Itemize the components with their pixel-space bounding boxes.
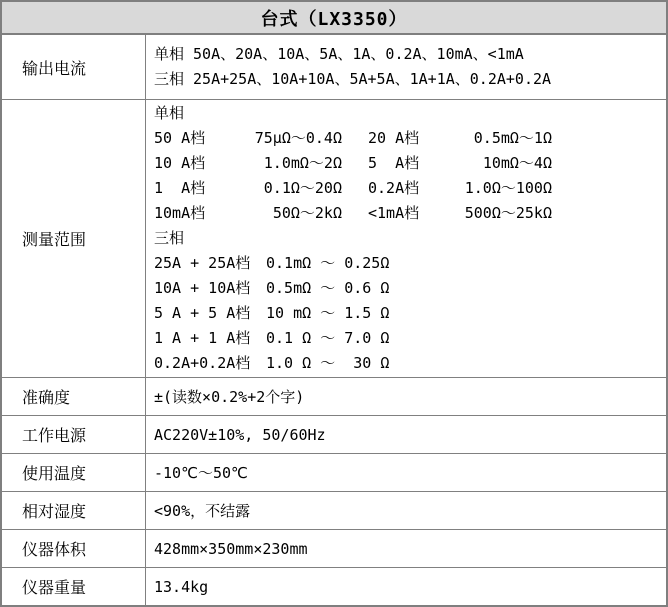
output-current-values bbox=[146, 35, 666, 99]
range-value: 75μΩ～0.4Ω bbox=[254, 129, 342, 147]
row-label-accuracy: 准确度 bbox=[2, 378, 146, 415]
range-name: 50 A档 bbox=[154, 129, 206, 147]
row-label-operating-temperature: 使用温度 bbox=[2, 454, 146, 491]
measure-three-row bbox=[154, 251, 666, 276]
row-label-output-current: 输出电流 bbox=[2, 35, 146, 99]
range-value: 0.1Ω～20Ω bbox=[263, 179, 342, 197]
range-value: 1.0Ω～100Ω bbox=[464, 179, 552, 197]
range-value: 0.5mΩ ～ 0.6 Ω bbox=[266, 279, 390, 297]
instrument-weight-value: 13.4kg bbox=[154, 577, 209, 596]
measure-single-row bbox=[154, 151, 666, 176]
accuracy-value: ±(读数×0.2%+2个字) bbox=[154, 388, 305, 406]
range-name: 1 A档 bbox=[154, 179, 206, 197]
row-label-measure-range: 测量范围 bbox=[2, 100, 146, 377]
measure-single-heading: 单相 bbox=[154, 104, 185, 122]
range-name: 1 A + 1 A档 bbox=[154, 329, 251, 347]
range-value: 0.1mΩ ～ 0.25Ω bbox=[266, 254, 390, 272]
operating-temperature-value: -10℃～50℃ bbox=[154, 464, 248, 482]
row-label-instrument-weight: 仪器重量 bbox=[2, 568, 146, 605]
range-name: 10mA档 bbox=[154, 204, 206, 222]
table-row bbox=[2, 454, 666, 492]
range-name: 25A + 25A档 bbox=[154, 254, 251, 272]
range-name: 5 A + 5 A档 bbox=[154, 304, 251, 322]
range-value: 10mΩ～4Ω bbox=[482, 154, 552, 172]
table-row bbox=[2, 530, 666, 568]
output-current-single-phase: 单相 50A、20A、10A、5A、1A、0.2A、10mA、<1mA bbox=[154, 45, 524, 63]
measure-single-row bbox=[154, 126, 666, 151]
measure-three-row bbox=[154, 326, 666, 351]
table-row bbox=[2, 568, 666, 605]
range-name: 20 A档 bbox=[368, 129, 420, 147]
range-name: 10 A档 bbox=[154, 154, 206, 172]
range-name: 5 A档 bbox=[368, 154, 420, 172]
table-row bbox=[2, 35, 666, 100]
range-value: 0.5mΩ～1Ω bbox=[473, 129, 552, 147]
table-row bbox=[2, 416, 666, 454]
row-label-instrument-size: 仪器体积 bbox=[2, 530, 146, 567]
range-value: 1.0mΩ～2Ω bbox=[263, 154, 342, 172]
relative-humidity-value: <90%，不结露 bbox=[154, 502, 251, 520]
measure-three-heading: 三相 bbox=[154, 229, 185, 247]
row-label-power-supply: 工作电源 bbox=[2, 416, 146, 453]
measure-single-row bbox=[154, 201, 666, 226]
range-name: <1mA档 bbox=[368, 204, 420, 222]
measure-range-values bbox=[146, 100, 666, 377]
range-name: 0.2A+0.2A档 bbox=[154, 354, 251, 372]
row-label-relative-humidity: 相对湿度 bbox=[2, 492, 146, 529]
table-title: 台式（LX3350） bbox=[2, 2, 666, 35]
range-name: 10A + 10A档 bbox=[154, 279, 251, 297]
table-row bbox=[2, 378, 666, 416]
table-row bbox=[2, 492, 666, 530]
range-value: 50Ω～2kΩ bbox=[272, 204, 342, 222]
measure-three-row bbox=[154, 301, 666, 326]
measure-three-row bbox=[154, 351, 666, 376]
range-name: 0.2A档 bbox=[368, 179, 420, 197]
power-supply-value: AC220V±10%, 50/60Hz bbox=[154, 425, 326, 444]
table-row bbox=[2, 100, 666, 378]
measure-three-row bbox=[154, 276, 666, 301]
range-value: 0.1 Ω ～ 7.0 Ω bbox=[266, 329, 390, 347]
instrument-size-value: 428mm×350mm×230mm bbox=[154, 539, 308, 558]
range-value: 10 mΩ ～ 1.5 Ω bbox=[266, 304, 390, 322]
range-value: 500Ω～25kΩ bbox=[464, 204, 552, 222]
measure-single-row bbox=[154, 176, 666, 201]
output-current-three-phase: 三相 25A+25A、10A+10A、5A+5A、1A+1A、0.2A+0.2A bbox=[154, 70, 552, 88]
range-value: 1.0 Ω ～ 30 Ω bbox=[266, 354, 390, 372]
